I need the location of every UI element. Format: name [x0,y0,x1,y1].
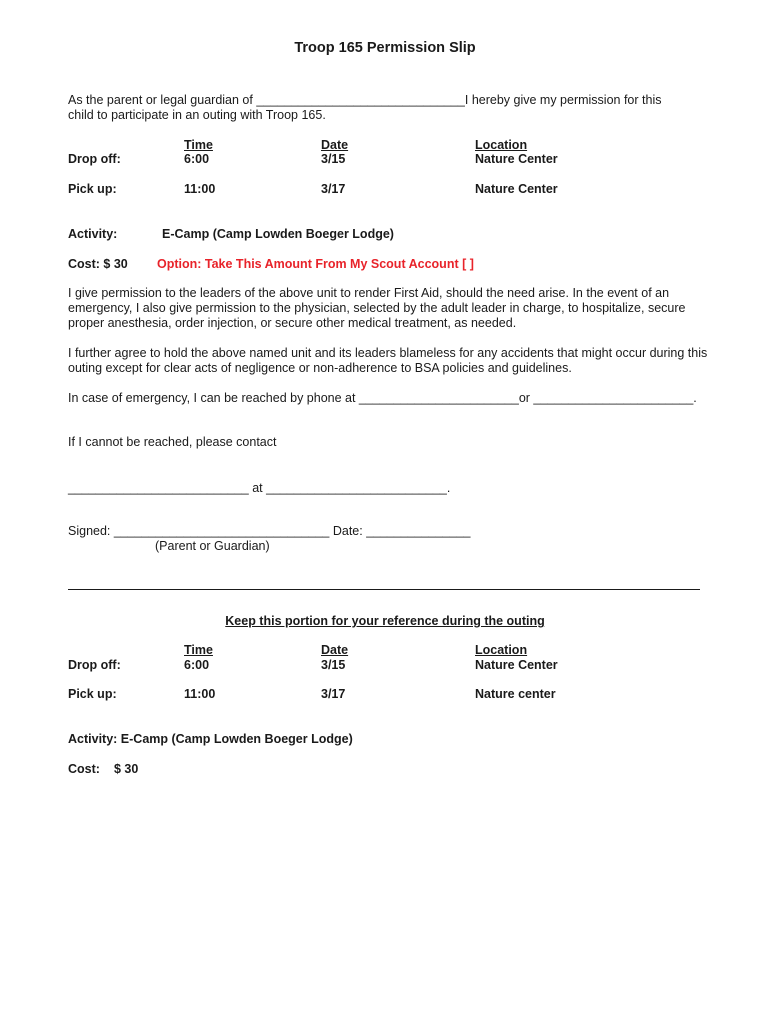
schedule-header-time: Time [184,138,213,152]
reference-cost-label: Cost: [68,762,100,776]
pickup-location: Nature Center [475,182,558,196]
cut-line-divider [68,589,700,590]
dropoff-location: Nature Center [475,152,558,166]
dropoff-label: Drop off: [68,152,121,166]
dropoff-date: 3/15 [321,152,346,166]
reference-header-location: Location [475,643,528,657]
contact-prompt: If I cannot be reached, please contact [68,435,277,449]
intro-paragraph: As the parent or legal guardian of ______________________________I hereby give my permission for this child to participate in an outing with Troop 165. [68,93,662,122]
reference-dropoff-location: Nature Center [475,658,558,672]
emergency-phone-line[interactable]: In case of emergency, I can be reached by phone at _______________________or _______________________. [68,391,697,405]
activity-label: Activity: [68,227,118,241]
signature-line[interactable]: Signed: _______________________________ Date: _______________ [68,524,471,538]
reference-activity: Activity: E-Camp (Camp Lowden Boeger Lodge) [68,732,353,746]
reference-pickup-date: 3/17 [321,687,346,701]
reference-pickup-location: Nature center [475,687,556,701]
first-aid-paragraph: I give permission to the leaders of the above unit to render First Aid, should the need arise. In the event of an emergency, I also give permission to the physician, selected by the adult leader in charge, to hospitalize, secure proper anesthesia, order injection, or secure other medical treatment, as needed. [68,286,686,330]
page-title: Troop 165 Permission Slip [294,40,476,56]
pickup-time: 11:00 [184,182,216,196]
schedule-header-date: Date [321,138,349,152]
reference-cost-value: $ 30 [114,762,139,776]
reference-dropoff-date: 3/15 [321,658,346,672]
scout-account-option[interactable]: Option: Take This Amount From My Scout Account [ ] [157,257,474,271]
reference-dropoff-label: Drop off: [68,658,121,672]
reference-header-date: Date [321,643,349,657]
reference-heading: Keep this portion for your reference during the outing [225,614,545,628]
cost-label: Cost: $ 30 [68,257,128,271]
blameless-paragraph: I further agree to hold the above named unit and its leaders blameless for any accidents that might occur during this outing except for clear acts of negligence or non-adherence to BSA policies and guidelines. [68,346,708,375]
activity-value: E-Camp (Camp Lowden Boeger Lodge) [162,227,394,241]
reference-pickup-time: 11:00 [184,687,216,701]
signature-caption: (Parent or Guardian) [155,539,270,553]
reference-header-time: Time [184,643,213,657]
reference-pickup-label: Pick up: [68,687,117,701]
reference-dropoff-time: 6:00 [184,658,210,672]
pickup-date: 3/17 [321,182,346,196]
pickup-label: Pick up: [68,182,117,196]
contact-line[interactable]: __________________________ at __________________________. [68,481,451,495]
dropoff-time: 6:00 [184,152,210,166]
schedule-header-location: Location [475,138,528,152]
